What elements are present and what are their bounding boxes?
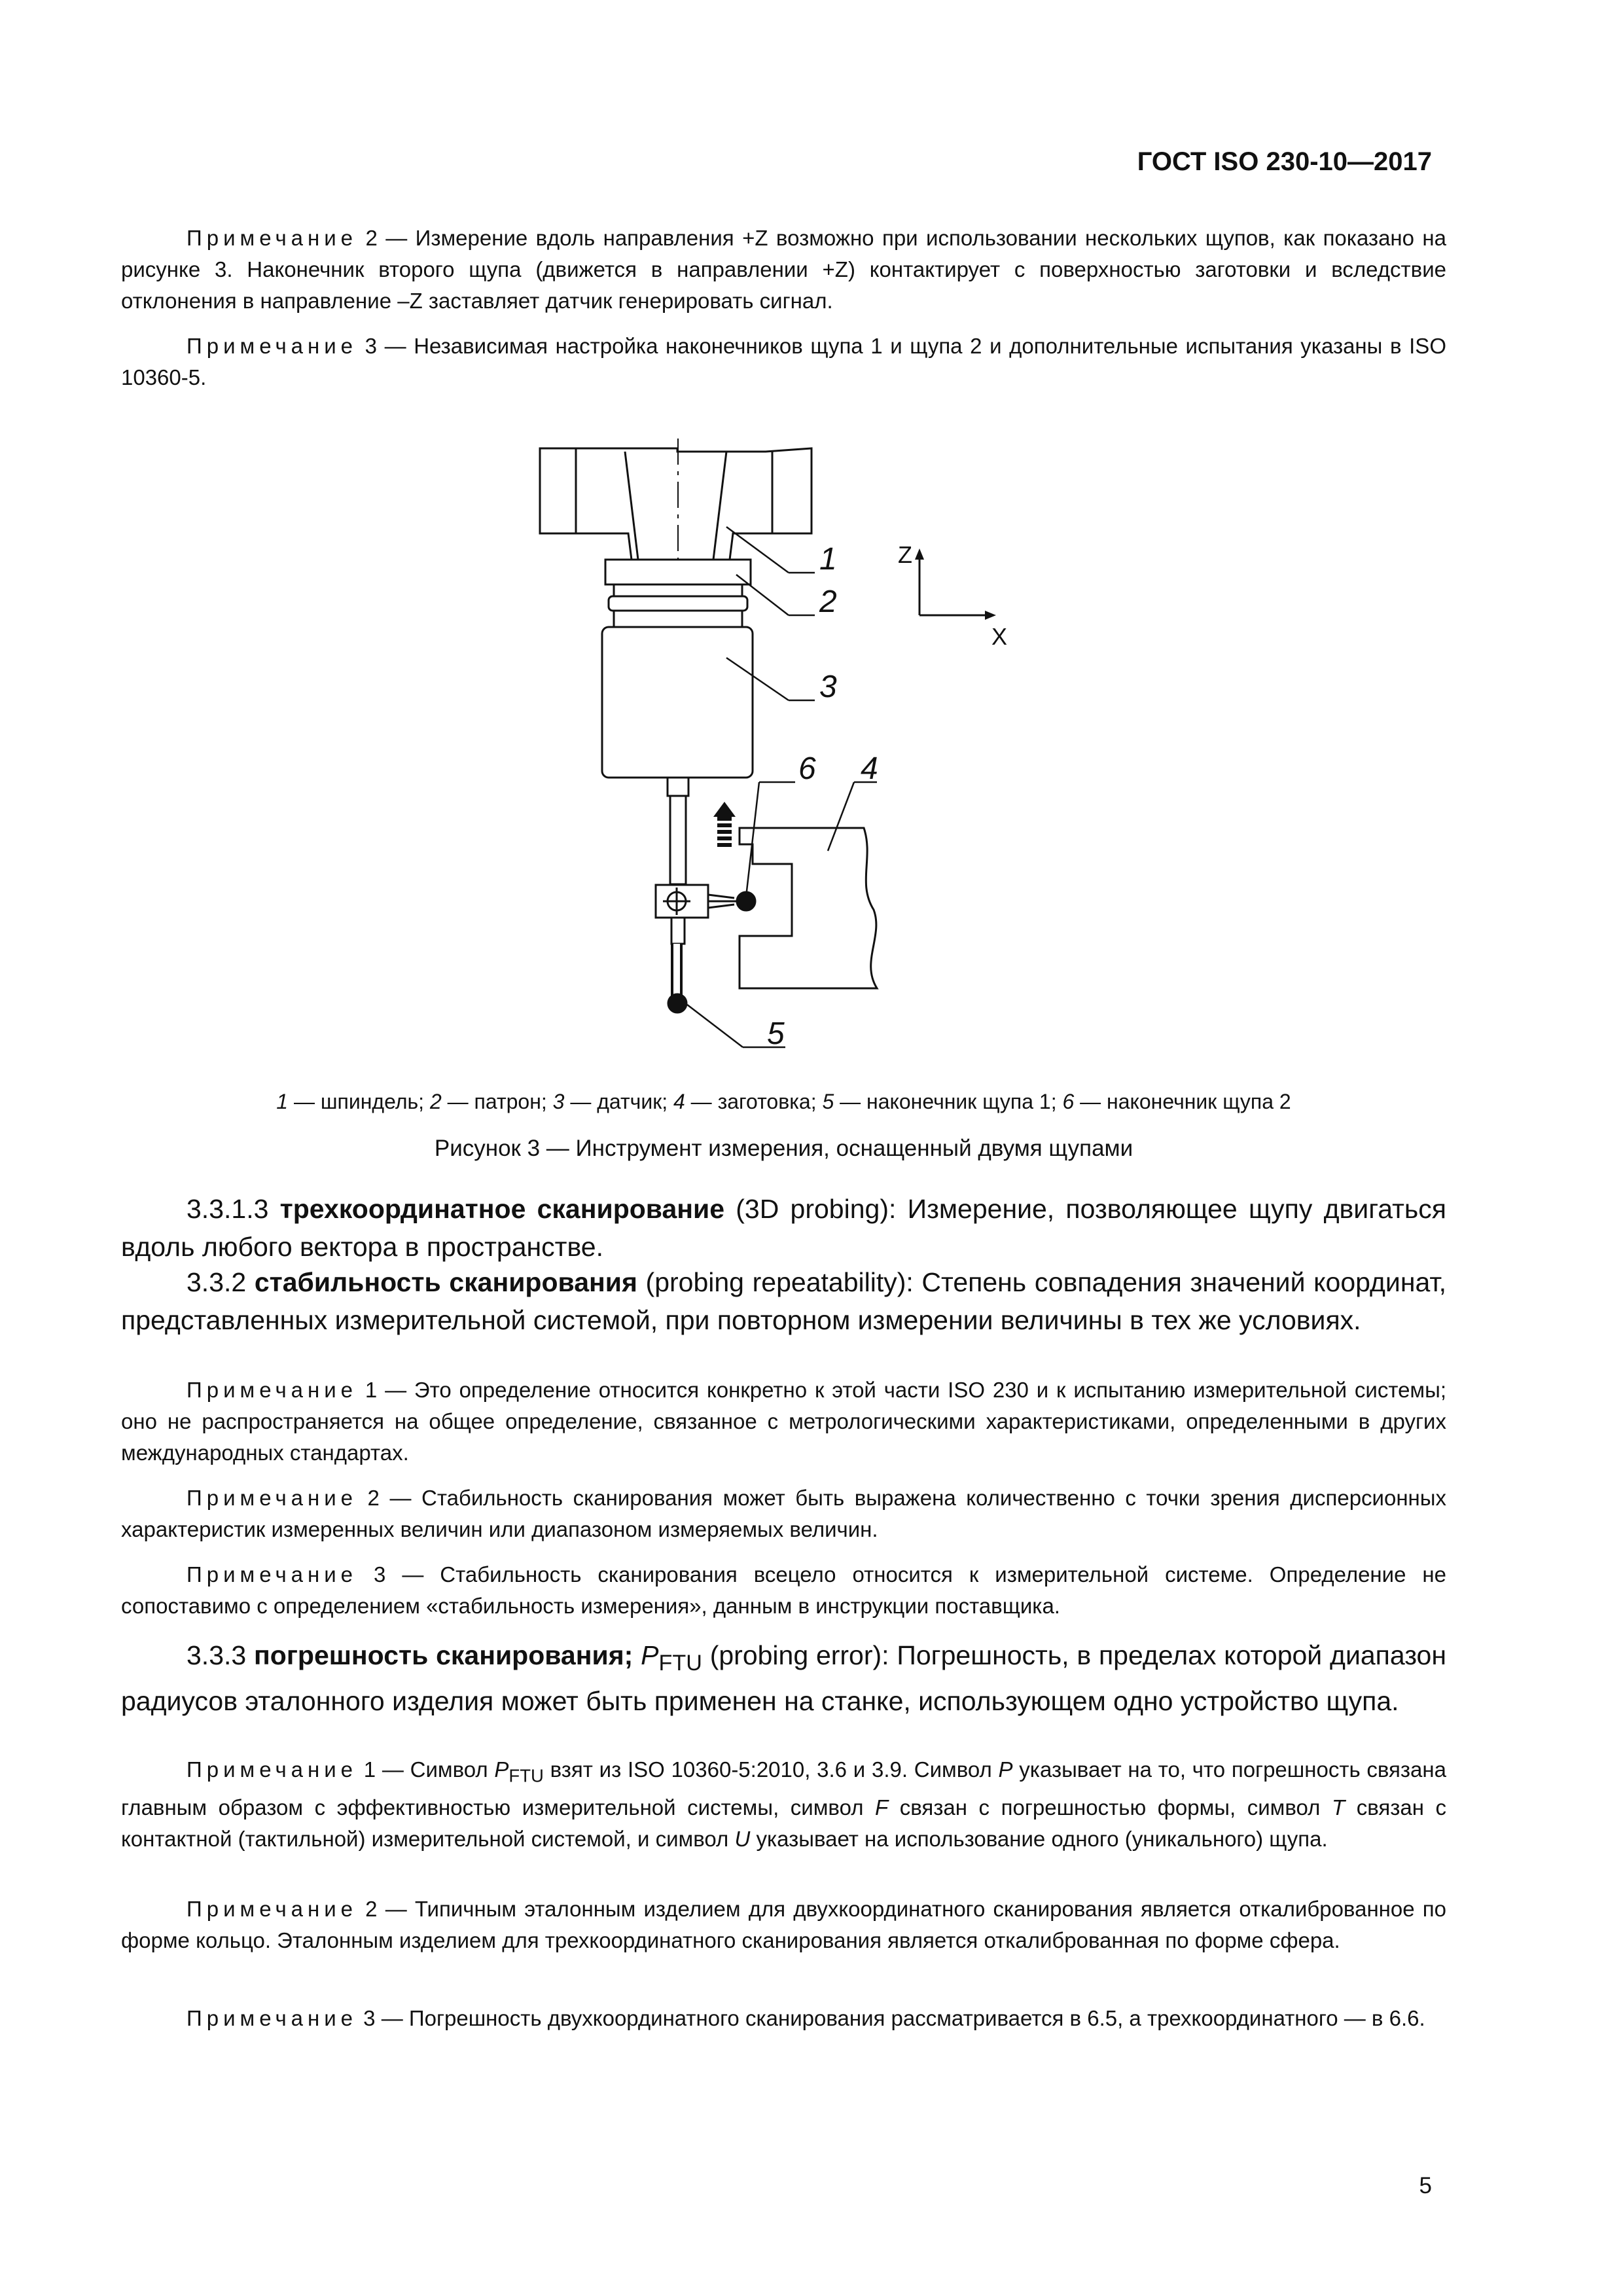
spindle: [540, 448, 812, 560]
note-top-3: [121, 331, 1446, 393]
note-text: 3 — Независимая настройка наконечников щупа 1 и щупа 2 и дополнительные испытания указаны в ISO 10360-5.: [121, 334, 1446, 389]
term-name: погрешность сканирования;: [254, 1640, 633, 1670]
section-3-3-2: 3.3.2 стабильность сканирования (probing repeatability): Степень совпадения значений координат, представленных измерительной системой, при повторном измерении величины в тех же условиях.: [121, 1267, 1446, 1335]
note-3-3-2-3: Примечание 3 — Стабильность сканирования всецело относится к измерительной системе. Определение не сопоставимо с определением «стабильность измерения», данным в инструкции поставщика.: [121, 1562, 1446, 1618]
callout-1: 1: [819, 542, 837, 577]
callout-3: 3: [819, 670, 837, 704]
note-3-3-3-1: Примечание 1 — Символ $P_{FTU}$ взят из ISO 10360-5:2010, 3.6 и 3.9. Символ P указывает на то, что погрешность связана главным образом с эффективностью измерительной системы, символ F связан с погрешностью формы, символ T связан с контактной (тактильной) измерительной системой, и символ U указывает на использование одного (уникального) щупа.: [121, 1757, 1446, 1851]
note-top-2: [121, 223, 1446, 317]
document-header: ГОСТ ISO 230-10—2017: [1137, 147, 1432, 176]
axis-x-label: X: [991, 623, 1008, 650]
note-3-3-3-3: Примечание 3 — Погрешность двухкоординатного сканирования рассматривается в 6.5, а трехкоординатного — в 6.6.: [187, 2006, 1425, 2030]
callout-5: 5: [767, 1016, 785, 1051]
sensor: [602, 627, 753, 778]
upward-arrow: [713, 802, 736, 847]
figure-3-diagram: [510, 425, 1099, 1080]
page-number: 5: [1419, 2173, 1432, 2198]
stylus-tip-1: [668, 994, 687, 1013]
note-3-3-2-2: Примечание 2 — Стабильность сканирования может быть выражена количественно с точки зрения дисперсионных характеристик измеренных величин или диапазоном измеряемых величин.: [121, 1486, 1446, 1541]
axis-z-label: Z: [898, 541, 912, 568]
note-label: Примечание: [187, 226, 358, 250]
xz-axes: [915, 548, 996, 620]
callout-4: 4: [861, 751, 878, 786]
workpiece: [740, 828, 877, 988]
note-label: Примечание: [187, 334, 358, 358]
note-text: 2 — Измерение вдоль направления +Z возможно при использовании нескольких щупов, как показано на рисунке 3. Наконечник второго щупа (движется в направлении +Z) контактирует с поверхностью заготовки и вследствие отклонения в направление –Z заставляет датчик генерировать сигнал.: [121, 226, 1446, 313]
section-3-3-1-3: 3.3.1.3 трехкоординатное сканирование (3D probing): Измерение, позволяющее щупу двигаться вдоль любого вектора в пространстве.: [121, 1194, 1446, 1262]
holder: [605, 560, 751, 627]
term-name: стабильность сканирования: [254, 1267, 637, 1297]
section-3-3-3: 3.3.3 погрешность сканирования; $P_{FTU}$ (probing error): Погрешность, в пределах которой диапазон радиусов эталонного изделия может быть применен на станке, использующем одно устройство щупа.: [121, 1640, 1446, 1717]
term-name: трехкоординатное сканирование: [279, 1194, 725, 1224]
figure-title: Рисунок 3 — Инструмент измерения, оснащенный двумя щупами: [434, 1136, 1133, 1161]
note-3-3-3-2: Примечание 2 — Типичным эталонным изделием для двухкоординатного сканирования является откалиброванное по форме кольцо. Эталонным изделием для трехкоординатного сканирования является откалиброванная по форме сфера.: [121, 1897, 1446, 1952]
note-3-3-2-1: Примечание 1 — Это определение относится конкретно к этой части ISO 230 и к испытанию измерительной системы; оно не распространяется на общее определение, связанное с метрологическими характеристиками, определенными в других международных стандартах.: [121, 1378, 1446, 1465]
callout-6: 6: [798, 751, 816, 786]
figure-legend: 1 — шпиндель; 2 — патрон; 3 — датчик; 4 — заготовка; 5 — наконечник щупа 1; 6 — наконечник щупа 2: [276, 1090, 1291, 1113]
callout-2: 2: [819, 584, 837, 619]
